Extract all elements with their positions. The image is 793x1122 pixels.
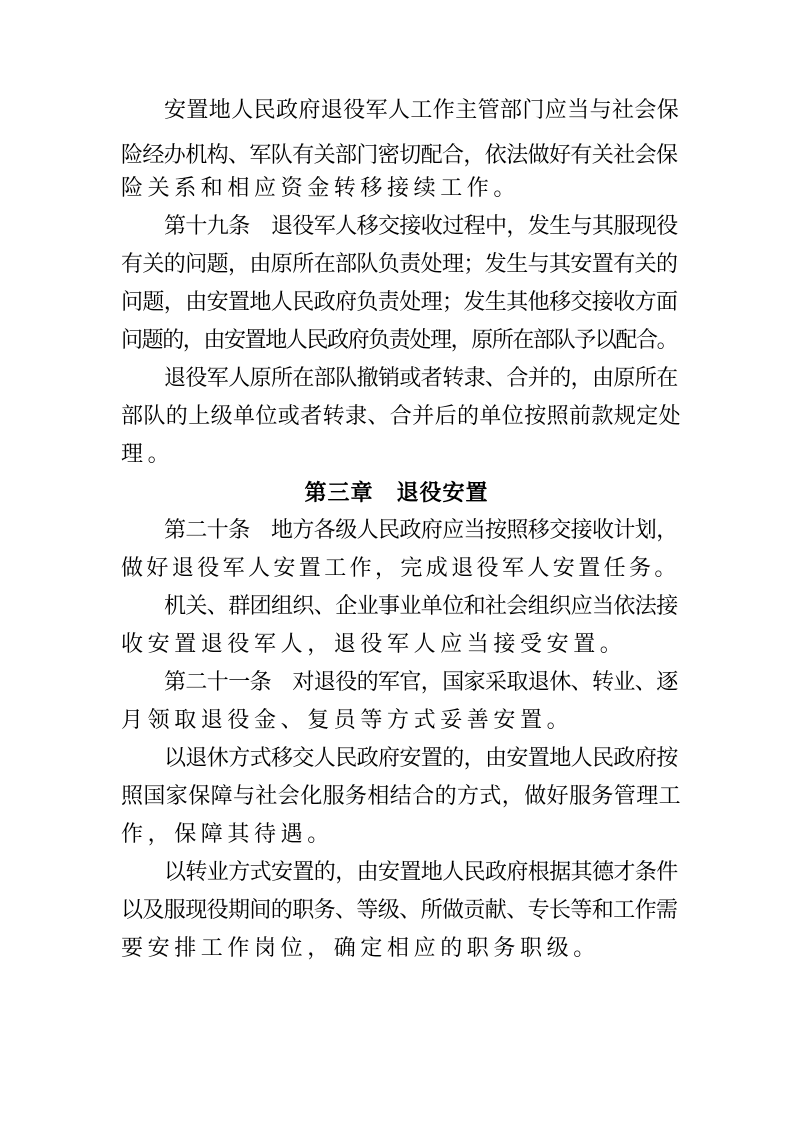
text-line: 问题的，由安置地人民政府负责处理，原所在部队予以配合。 <box>121 328 678 353</box>
text-line: 险经办机构、军队有关部门密切配合，依法做好有关社会保 <box>121 143 678 168</box>
text-line: 要安排工作岗位，确定相应的职务职级。 <box>121 936 600 961</box>
text-line: 险关系和相应资金转移接续工作。 <box>121 176 521 201</box>
text-line: 第二十一条 对退役的军官，国家采取退休、转业、逐 <box>164 670 678 695</box>
text-line: 收安置退役军人，退役军人应当接受安置。 <box>121 632 627 657</box>
text-line: 理。 <box>121 442 175 467</box>
text-line: 问题，由安置地人民政府负责处理；发生其他移交接收方面 <box>121 290 678 315</box>
text-line: 以退休方式移交人民政府安置的，由安置地人民政府按 <box>164 746 678 771</box>
text-line: 部队的上级单位或者转隶、合并后的单位按照前款规定处 <box>121 404 682 429</box>
text-line: 退役军人原所在部队撤销或者转隶、合并的，由原所在 <box>164 366 678 391</box>
text-line: 做好退役军人安置工作，完成退役军人安置任务。 <box>121 556 680 581</box>
text-line: 以转业方式安置的，由安置地人民政府根据其德才条件 <box>164 860 678 885</box>
text-line: 第二十条 地方各级人民政府应当按照移交接收计划， <box>164 518 678 543</box>
text-line: 第十九条 退役军人移交接收过程中，发生与其服现役 <box>164 214 678 239</box>
chapter-heading: 第三章 退役安置 <box>304 480 489 506</box>
text-line: 有关的问题，由原所在部队负责处理；发生与其安置有关的 <box>121 252 678 277</box>
text-line: 以及服现役期间的职务、等级、所做贡献、专长等和工作需 <box>121 898 678 923</box>
text-line: 安置地人民政府退役军人工作主管部门应当与社会保 <box>164 98 680 123</box>
text-line: 照国家保障与社会化服务相结合的方式，做好服务管理工 <box>121 784 682 809</box>
text-line: 月领取退役金、复员等方式妥善安置。 <box>121 708 574 733</box>
text-line: 机关、群团组织、企业事业单位和社会组织应当依法接 <box>164 594 678 619</box>
text-line: 作，保障其待遇。 <box>121 822 334 847</box>
